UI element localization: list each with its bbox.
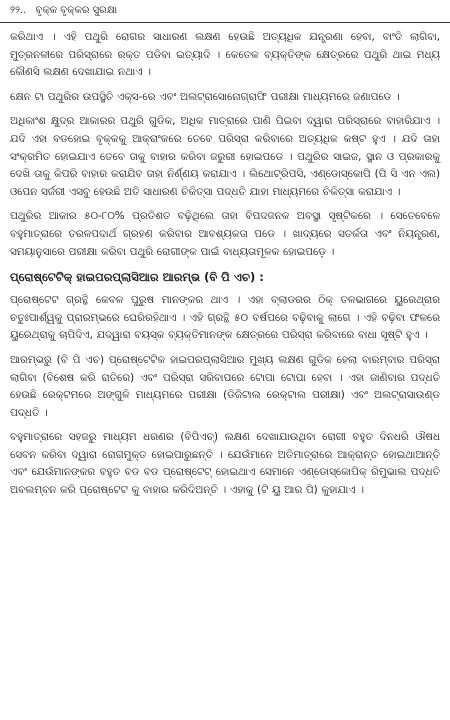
body-text: [10, 29, 440, 500]
paragraph: କରିଥାଏ । ଏହି ପଥୁରି ରୋଗର ସାଧାରଣ ଲକ୍ଷଣ ହେଉଛି ଅତ୍ୟଧିକ ଯନ୍ତ୍ରଣା ହେବା, ବାଂତି ଲାଗିବା, ମୁତ୍ରନଳୀରେ ପରିସ୍ରାରେ ରକ୍ତ ପଡିବା ଇତ୍ୟାଦି । କେତେକ ବ୍ୟକ୍ତିଙ୍କ କ୍ଷେତ୍ରରେ ପଥୁରି ଥାଇ ମଧ୍ୟ କୌଣସି ଲକ୍ଷଣ ଦେଖାଯାଇ ନଥାଏ ।: [10, 31, 440, 79]
running-title: ବୃକ୍କ ବୃକ୍କର ସୁରକ୍ଷା: [35, 5, 118, 16]
section-heading: ପ୍ରୋଷ୍ଟେଟିକ୍ ହାଇପରପ୍ଲାସିଆର ଆରମ୍ଭ (ବି ପି ଏଚ) :: [10, 270, 264, 285]
paragraph: କ୍ଷେନ ଟା ପଥୁରିର ଉପସ୍ଥିତି ଏକ୍ସ-ରେ ଏବଂ ଅଲଟ୍ରାସୋନୋଗ୍ରାଫି ପରୀକ୍ଷା ମାଧ୍ୟମରେ ଜଣାପଡେ ।: [10, 90, 400, 103]
paragraph: ପଥୁରିର ଆକାର ୫୦-୮୦% ପ୍ରତିଶତ ବଢ଼ିଥିଲେ ତାହା ବିପଦଜନକ ଅବସ୍ଥା ସୃଷ୍ଟିକରେ । ସେତେବେଳେ ବହୁମାତ୍ରାରେ ତରଳପଦାର୍ଥ ଗ୍ରହଣ କରିବାର ଆବଶ୍ୟକତା ପଡେ । ଖାଦ୍ୟରେ ସତର୍କତା ଏବଂ ନିୟନ୍ତ୍ରଣ, ସମୟାନୁସାରେ ପରୀକ୍ଷା କରିବା ପଥୁରି ରୋଗୀଙ୍କ ପାଇଁ ବାଧ୍ୟତାମୂଳକ ହୋଇପଡ଼େ ।: [10, 210, 440, 258]
paragraph: ଅଧିକାଂଶ କ୍ଷୁଦ୍ର ଆକାରର ପଥୁରି ଗୁଡିକ, ଅଧିକ ମାତ୍ରାରେ ପାଣି ପିଇବା ଦ୍ୱାରା ପରିସ୍ରାରେ ବାହାରିଯାଏ । ଯଦି ଏହା ବଡହୋଇ ବୃକ୍କକୁ ଆକ୍ରାଂକରେ ତେବେ ପରିସ୍ରା କରିବାରେ ଅତ୍ୟଧିକ କଷ୍ଟ ହୁଏ । ଯଦି ତାହା ସଂକ୍ରମିତ ହୋଇଯାଏ ତେବେ ତାକୁ ବାହାର କରିବା ଜରୁରୀ ହୋଇପଡେ । ପଥୁରିର ସାଇଜ, ସ୍ଥାନ ଓ ପ୍ରକାରକୁ ଦେଖି ତାକୁ କିପରି ବାହାର କରାଯିବ ତାହା ନିର୍ଣ୍ଣୟ କରାଯାଏ । ଲିଥୋଟ୍ରିପସି, ଏଣ୍ଡୋସ୍କୋପି (ପି ସି ଏନ ଏଲ) ଓପେନ ସର୍ଜରୀ ଏସବୁ ହେଉଛି ଅତି ସାଧାରଣ ଚିକିତ୍ସା ପଦ୍ଧତି ଯାହା ମାଧ୍ୟମରେ ଚିକିତ୍ସା କରାଯାଏ ।: [10, 115, 440, 198]
paragraph: ଆରମ୍ଭରୁ (ବି ପି ଏଚ) ପ୍ରୋଷ୍ଟେଟିକ ହାଇପରପ୍ଲାସିଆର ମୁଖ୍ୟ ଲକ୍ଷଣ ଗୁଡିକ ହେଲା ବାରମ୍ବାର ପରିସ୍ରା ଲାଗିବା (ବିଶେଷ କରି ରାତିରେ) ଏବଂ ପରିସ୍ରା ସରିବାପରେ ଟୋପା ଟୋପା ହେବା । ଏହା ଜାଣିବାର ପଦ୍ଧତି ହେଉଛି ରେକ୍ଟମରେ ଅଙ୍ଗୁଳି ମାଧ୍ୟମରେ ପରୀକ୍ଷା (ଡିଜିଟାଲ ରେକ୍ଟାଲ ପରୀକ୍ଷା) ଏବଂ ଅଲଟ୍ରାସାଉଣ୍ଡ ପଦ୍ଧତି ।: [10, 353, 440, 419]
paragraph: ବହୁମାତ୍ରାରେ ସହଜରୁ ମାଧ୍ୟମ ଧରଣର (ବିପିଏଚ୍) ଲକ୍ଷଣ ଦେଖାଯାଉଥିବା ରୋଗୀ ବହୁତ ଦିନଧରି ଔଷଧ ସେବନ କରିବା ଦ୍ୱାରା ରୋଗମୁକ୍ତ ହୋଇପାରୁଛନ୍ତି । ଯେଉଁମାନେ ଅତିମାତ୍ରାରେ ଆକ୍ରାନ୍ତ ହୋଇଥାଆନ୍ତି ଏବଂ ଯେଉଁମାନଙ୍କର ବହୁତ ବଡ ବଡ ପ୍ରୋଷ୍ଟେଟ୍ ହୋଇଥାଏ ସେମାନେ ଏଣ୍ଡୋସ୍କୋପିକ୍ ରିମୁଭାଲ ପଦ୍ଧତି ଅବଲମ୍ବନ କରି ପ୍ରୋଷ୍ଟେଟ କୁ ବାହାର କରିଦିଅନ୍ତି । ଏହାକୁ (ଟି ୟୁ ଆର ପି) କୁହାଯାଏ ।: [10, 431, 440, 497]
running-header: [0, 0, 450, 23]
page-number: ୨୨..: [10, 5, 27, 16]
paragraph: ପ୍ରୋଷ୍ଟେଟ ଗ୍ରନ୍ଥି କେବଳ ପୁରୁଷ ମାନଙ୍କର ଥାଏ । ଏହା ବ୍ଲାଡରର ଠିକ୍ ତଳଭାଗରେ ୟୁରେଥ୍ରାର ଚତୁଃପାର୍ଶ୍ୱକୁ ପ୍ରାରମ୍ଭରେ ଘେରିରହିଥାଏ । ଏହି ଗ୍ରନ୍ଥି ୫୦ ବର୍ଷପରେ ବଢ଼ିବାକୁ ଲାଗେ । ଏହି ବଢ଼ିବା ଫଳରେ ୟୁରେଥ୍ରାକୁ ଚାପିଦିଏ, ଯଦ୍ୱାରା ବୟସ୍କ ବ୍ୟକ୍ତିମାନଙ୍କ କ୍ଷେତ୍ରରେ ପରିସ୍ରା କରିବାରେ ବାଧା ସୃଷ୍ଟି ହୁଏ ।: [10, 294, 440, 342]
